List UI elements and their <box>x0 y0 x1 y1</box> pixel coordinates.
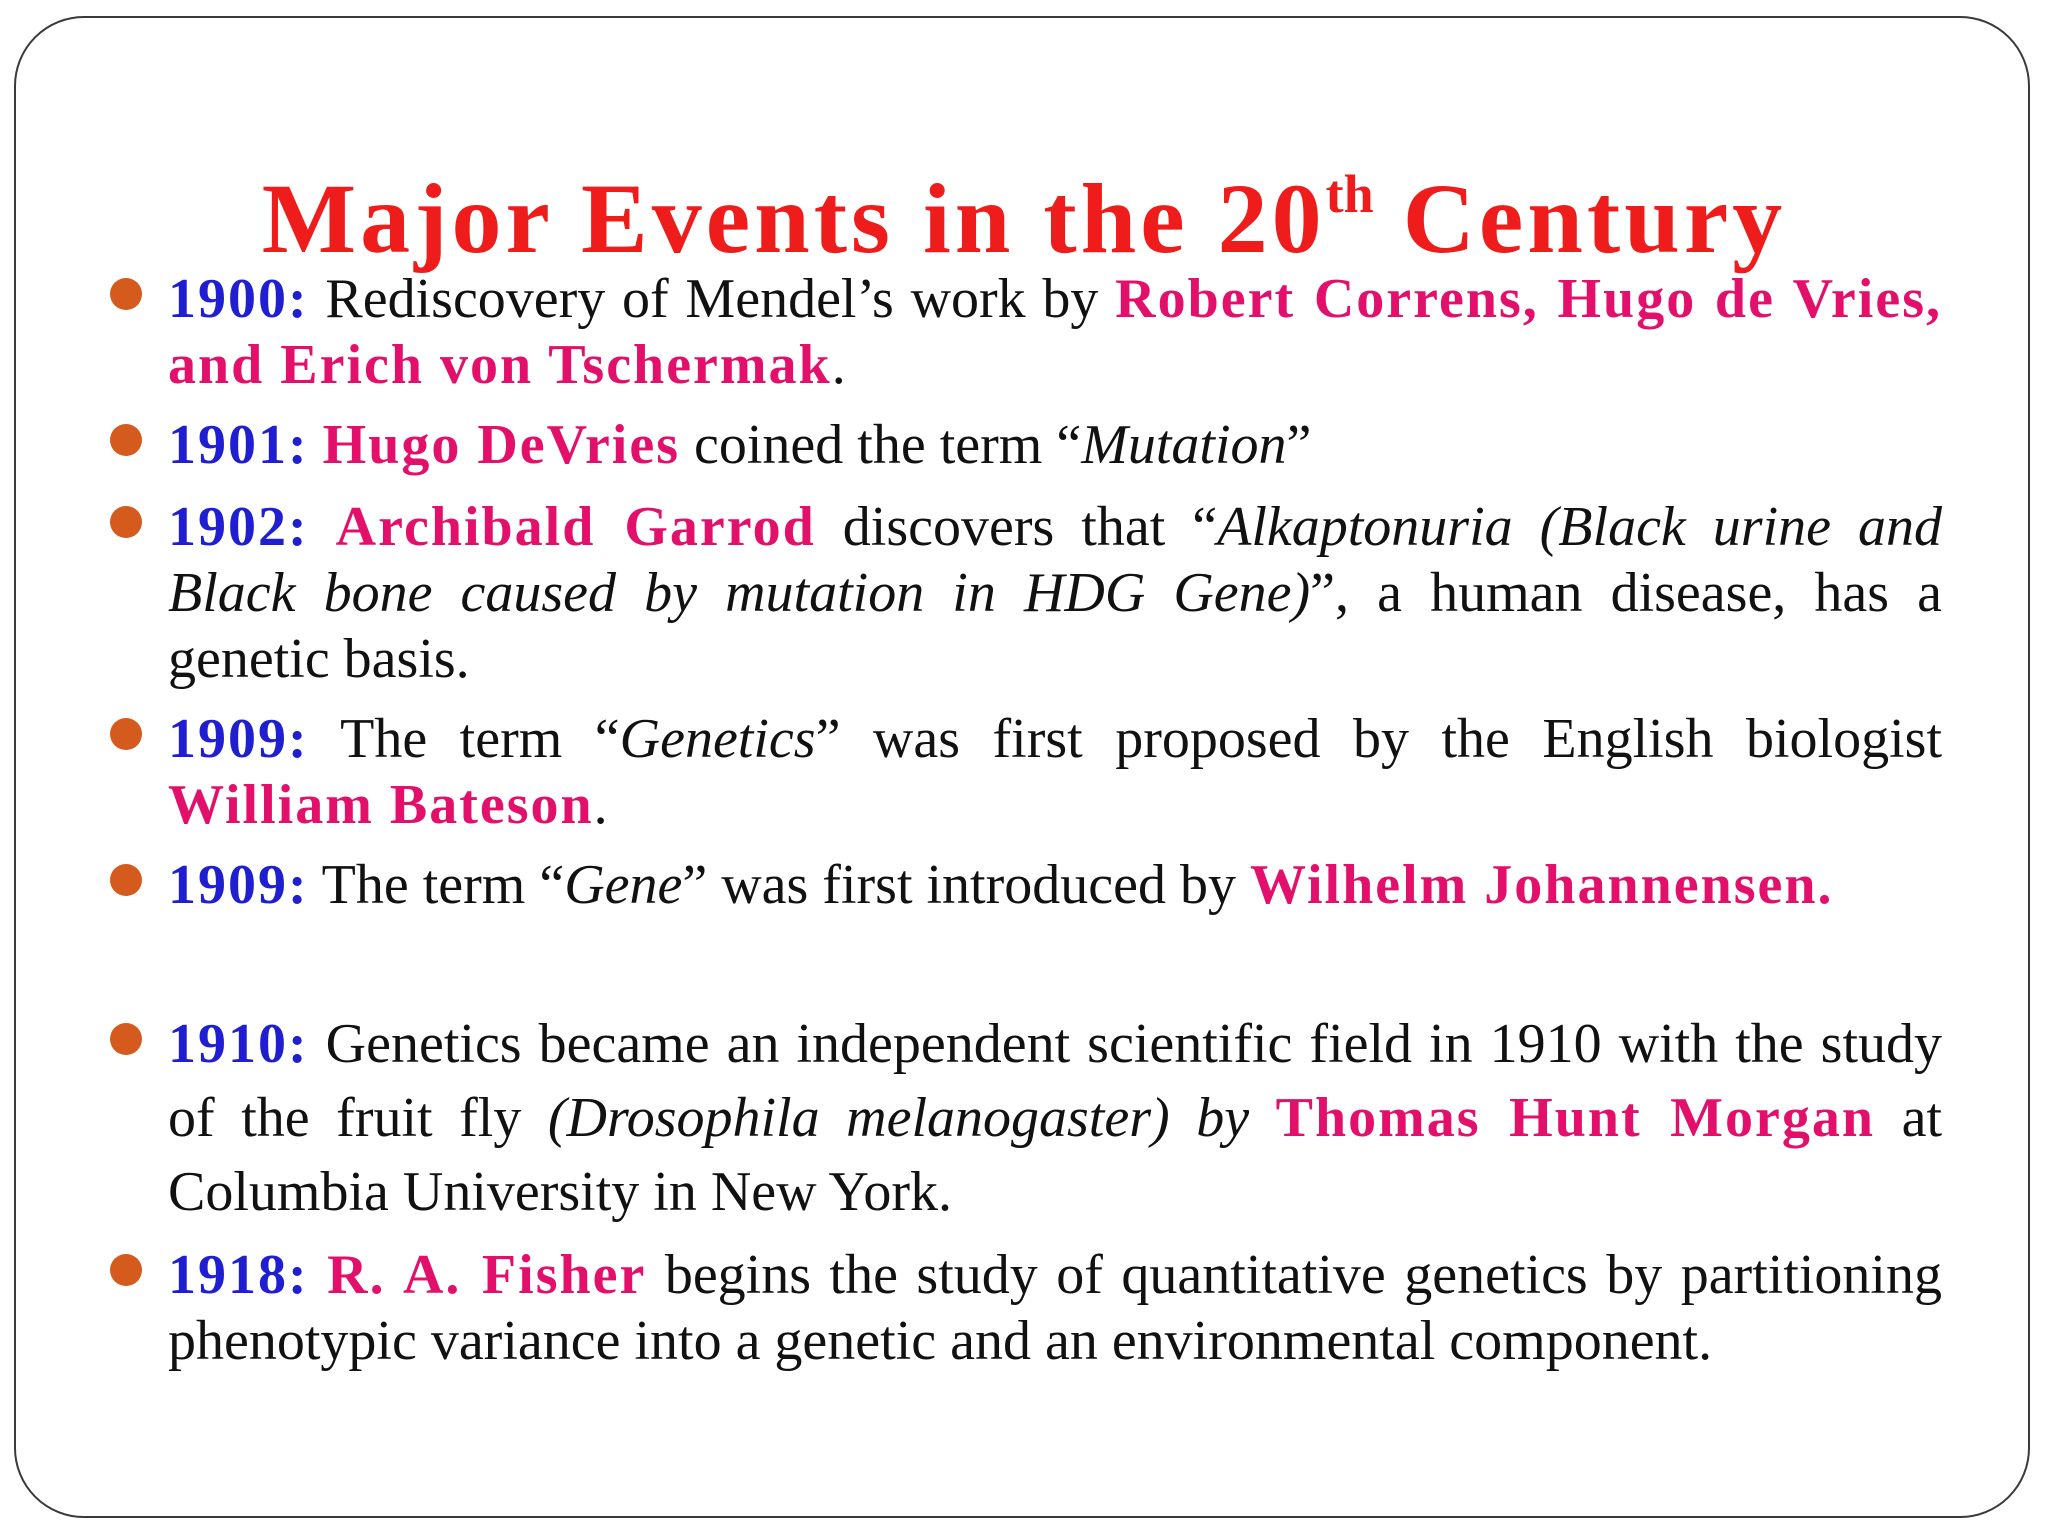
event-people: Robert Correns, Hugo de Vries, and Erich von Tschermak <box>168 268 1942 396</box>
event-text: . <box>831 334 846 396</box>
title-main: Major Events in the 20 <box>261 163 1326 274</box>
bullet-icon <box>110 718 142 750</box>
event-term: Genetics <box>619 708 816 770</box>
bullet-icon <box>110 424 142 456</box>
event-text: ” was first introduced by <box>682 854 1250 916</box>
event-text: The term “ <box>308 708 620 770</box>
event-term: Alkaptonuria (Black urine and Black bone caused by mutation in HDG Gene) <box>168 496 1942 624</box>
title-superscript: th <box>1325 164 1374 224</box>
event-term: Mutation <box>1081 414 1287 476</box>
event-text: discovers that “ <box>815 496 1218 558</box>
event-people: Hugo DeVries <box>322 414 681 476</box>
event-item-1918 <box>168 1242 1942 1374</box>
bullet-icon <box>110 278 142 310</box>
event-people: Wilhelm Johannensen. <box>1249 854 1834 916</box>
event-year: 1909: <box>168 854 309 916</box>
event-term: Gene <box>564 854 683 916</box>
bullet-icon <box>110 1254 142 1286</box>
event-text: ” was first proposed by the English biologist <box>815 708 1942 770</box>
bullet-icon <box>110 864 142 896</box>
event-item-1901 <box>168 412 1942 478</box>
event-text: The term “ <box>308 854 565 916</box>
event-item-1910 <box>168 1007 1942 1229</box>
event-year: 1902: <box>168 496 309 558</box>
event-year: 1901: <box>168 414 309 476</box>
event-people: William Bateson <box>168 774 594 836</box>
event-text: begins the study of quantitative genetics by partitioning phenotypic variance into a genetic and an environmental component. <box>168 1244 1942 1372</box>
event-year: 1910: <box>168 1013 309 1075</box>
bullet-icon <box>110 506 142 538</box>
event-people: Thomas Hunt Morgan <box>1275 1087 1876 1149</box>
bullet-icon <box>110 1023 142 1055</box>
event-text: . <box>593 774 608 836</box>
event-item-1909-gene <box>168 852 1942 918</box>
event-term: (Drosophila melanogaster) by <box>547 1087 1250 1149</box>
event-year: 1900: <box>168 268 309 330</box>
event-text: at Columbia University in New York. <box>168 1087 1943 1223</box>
event-text: ”, a human disease, has a genetic basis. <box>168 562 1942 690</box>
event-item-1900 <box>168 266 1942 398</box>
event-item-1909-genetics <box>168 706 1942 838</box>
event-text: ” <box>1286 414 1312 476</box>
event-people: R. A. Fisher <box>327 1244 647 1306</box>
event-text: coined the term “ <box>680 414 1082 476</box>
title-end: Century <box>1373 163 1787 274</box>
event-year: 1918: <box>168 1244 309 1306</box>
event-text: Rediscovery of Mendel’s work by <box>308 268 1116 330</box>
event-people: Archibald Garrod <box>335 496 816 558</box>
event-text: Genetics became an independent scientific field in 1910 with the study of the fruit fly <box>168 1013 1942 1149</box>
event-year: 1909: <box>168 708 309 770</box>
event-item-1902 <box>168 494 1942 692</box>
